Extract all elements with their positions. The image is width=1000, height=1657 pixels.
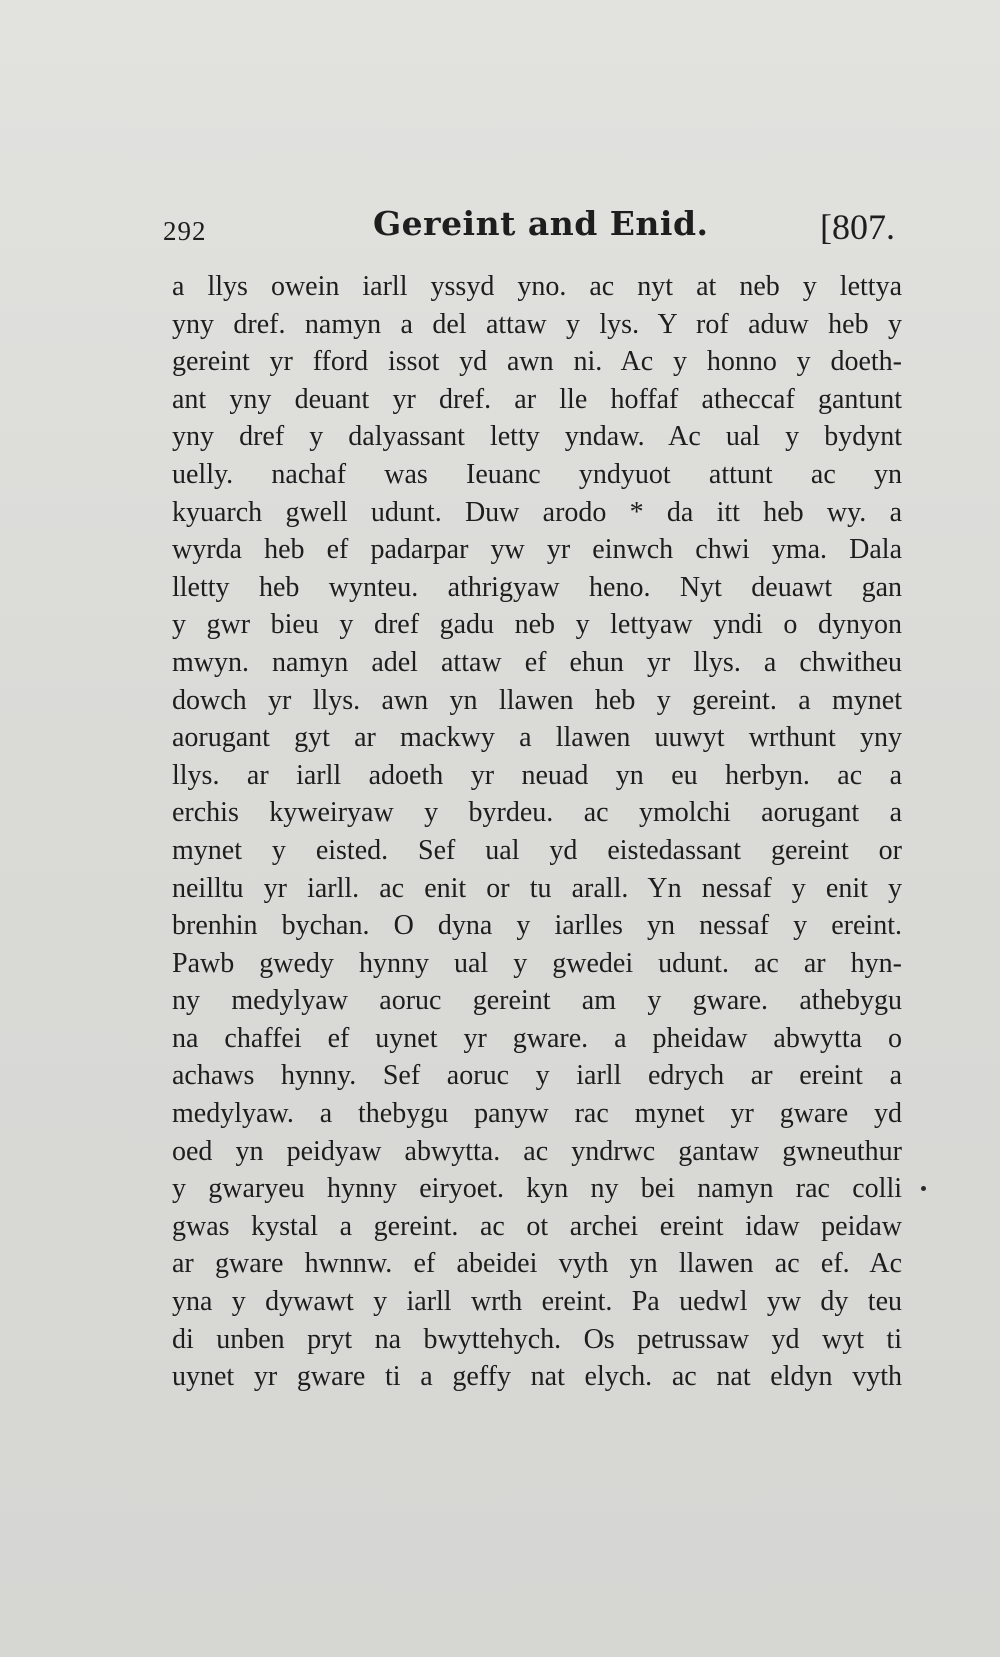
text-line: brenhin bychan. O dyna y iarlles yn nessaf y ereint. (172, 910, 902, 942)
text-line: oed yn peidyaw abwytta. ac yndrwc gantaw gwneuthur (172, 1135, 902, 1167)
margin-mark (921, 1186, 926, 1191)
text-line: yny dref y dalyassant letty yndaw. Ac ual y bydynt (172, 421, 902, 453)
text-line: dowch yr llys. awn yn llawen heb y gereint. a mynet (172, 684, 902, 716)
text-line: na chaffei ef uynet yr gware. a pheidaw abwytta o (172, 1022, 902, 1054)
text-line: yna y dywawt y iarll wrth ereint. Pa uedwl yw dy teu (172, 1286, 902, 1318)
text-line: gereint yr fford issot yd awn ni. Ac y honno y doeth- (172, 346, 902, 378)
text-line: a llys owein iarll yssyd yno. ac nyt at neb y lettya (172, 271, 902, 302)
text-line: uynet yr gware ti a geffy nat elych. ac nat eldyn vyth (172, 1361, 902, 1393)
text-line: ny medylyaw aoruc gereint am y gware. athebygu (172, 985, 902, 1017)
text-line: y gwaryeu hynny eiryoet. kyn ny bei namyn rac colli (172, 1173, 902, 1205)
text-line: Pawb gwedy hynny ual y gwedei udunt. ac ar hyn- (172, 947, 902, 979)
body-text (172, 268, 902, 1396)
page-number: 292 (163, 216, 207, 246)
section-reference: [807. (820, 207, 895, 247)
text-line: achaws hynny. Sef aoruc y iarll edrych ar ereint a (172, 1060, 902, 1092)
text-line: medylyaw. a thebygu panyw rac mynet yr gware yd (172, 1098, 902, 1130)
text-line: ar gware hwnnw. ef abeidei vyth yn llawen ac ef. Ac (172, 1248, 902, 1280)
text-line: y gwr bieu y dref gadu neb y lettyaw yndi o dynyon (172, 609, 902, 641)
text-line: neilltu yr iarll. ac enit or tu arall. Yn nessaf y enit y (172, 872, 902, 904)
text-line: llys. ar iarll adoeth yr neuad yn eu herbyn. ac a (172, 759, 902, 791)
running-head (163, 200, 895, 260)
text-line: yny dref. namyn a del attaw y lys. Y rof aduw heb y (172, 308, 902, 340)
text-line: mwyn. namyn adel attaw ef ehun yr llys. a chwitheu (172, 646, 902, 678)
text-line: aorugant gyt ar mackwy a llawen uuwyt wrthunt yny (172, 722, 902, 754)
text-line: erchis kyweiryaw y byrdeu. ac ymolchi aorugant a (172, 797, 902, 829)
text-line: kyuarch gwell udunt. Duw arodo * da itt heb wy. a (172, 496, 902, 528)
text-line: wyrda heb ef padarpar yw yr einwch chwi yma. Dala (172, 534, 902, 566)
running-title: Gereint and Enid. (373, 204, 709, 243)
text-line: di unben pryt na bwyttehych. Os petrussaw yd wyt ti (172, 1323, 902, 1355)
text-line: uelly. nachaf was Ieuanc yndyuot attunt ac yn (172, 458, 902, 490)
text-line: mynet y eisted. Sef ual yd eistedassant gereint or (172, 834, 902, 866)
text-line: lletty heb wynteu. athrigyaw heno. Nyt deuawt gan (172, 571, 902, 603)
text-line: gwas kystal a gereint. ac ot archei ereint idaw peidaw (172, 1210, 902, 1242)
text-line: ant yny deuant yr dref. ar lle hoffaf atheccaf gantunt (172, 383, 902, 415)
